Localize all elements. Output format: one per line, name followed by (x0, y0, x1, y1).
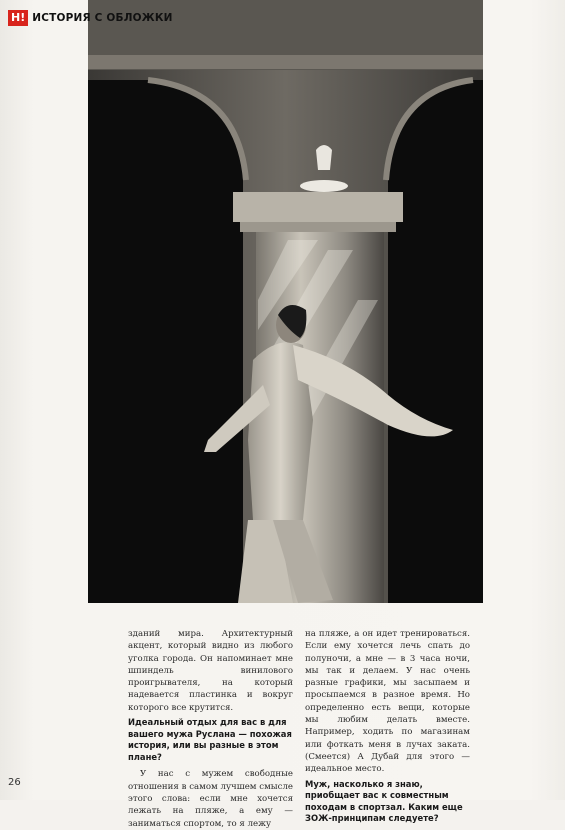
interview-question: Идеальный отдых для вас в для вашего мужа Руслана — похожая история, или вы разные в этом плане? (128, 717, 292, 762)
page-number: 26 (8, 777, 21, 788)
paragraph: на пляже, а он идет тренироваться. Если ему хочется лечь спать до полуночи, а мне — в 3 часа ночи, мы так и делаем. У нас очень разные графики, мы засыпаем и просыпаемся в разное время. Но определенно есть вещи, которые мы любим делать вместе. Например, ходить по магазинам или фоткать меня в лучах заката. (Смеется) А Дубай для этого — идеальное место. (305, 629, 470, 775)
photo-illustration (88, 0, 483, 603)
interview-question: Муж, насколько я знаю, приобщает вас к совместным походам в спортзал. Каким еще ЗОЖ-принципам следуете? (305, 778, 463, 824)
paragraph: зданий мира. Архитектурный акцент, который видно из любого уголка города. Он напоминает мне шпиндель винилового проигрывателя, на который надевается пластинка и вокруг которого все крутится. (128, 629, 293, 713)
page-header (8, 10, 173, 26)
text-column-2 (305, 628, 470, 825)
magazine-logo: H! (8, 10, 28, 26)
cover-story-photo (88, 0, 483, 603)
paragraph: У нас с мужем свободные отношения в самом лучшем смысле этого слова: если мне хочется лежать на пляже, а ему — заниматься спортом, то я лежу (128, 769, 293, 829)
section-title: ИСТОРИЯ С ОБЛОЖКИ (32, 12, 173, 24)
